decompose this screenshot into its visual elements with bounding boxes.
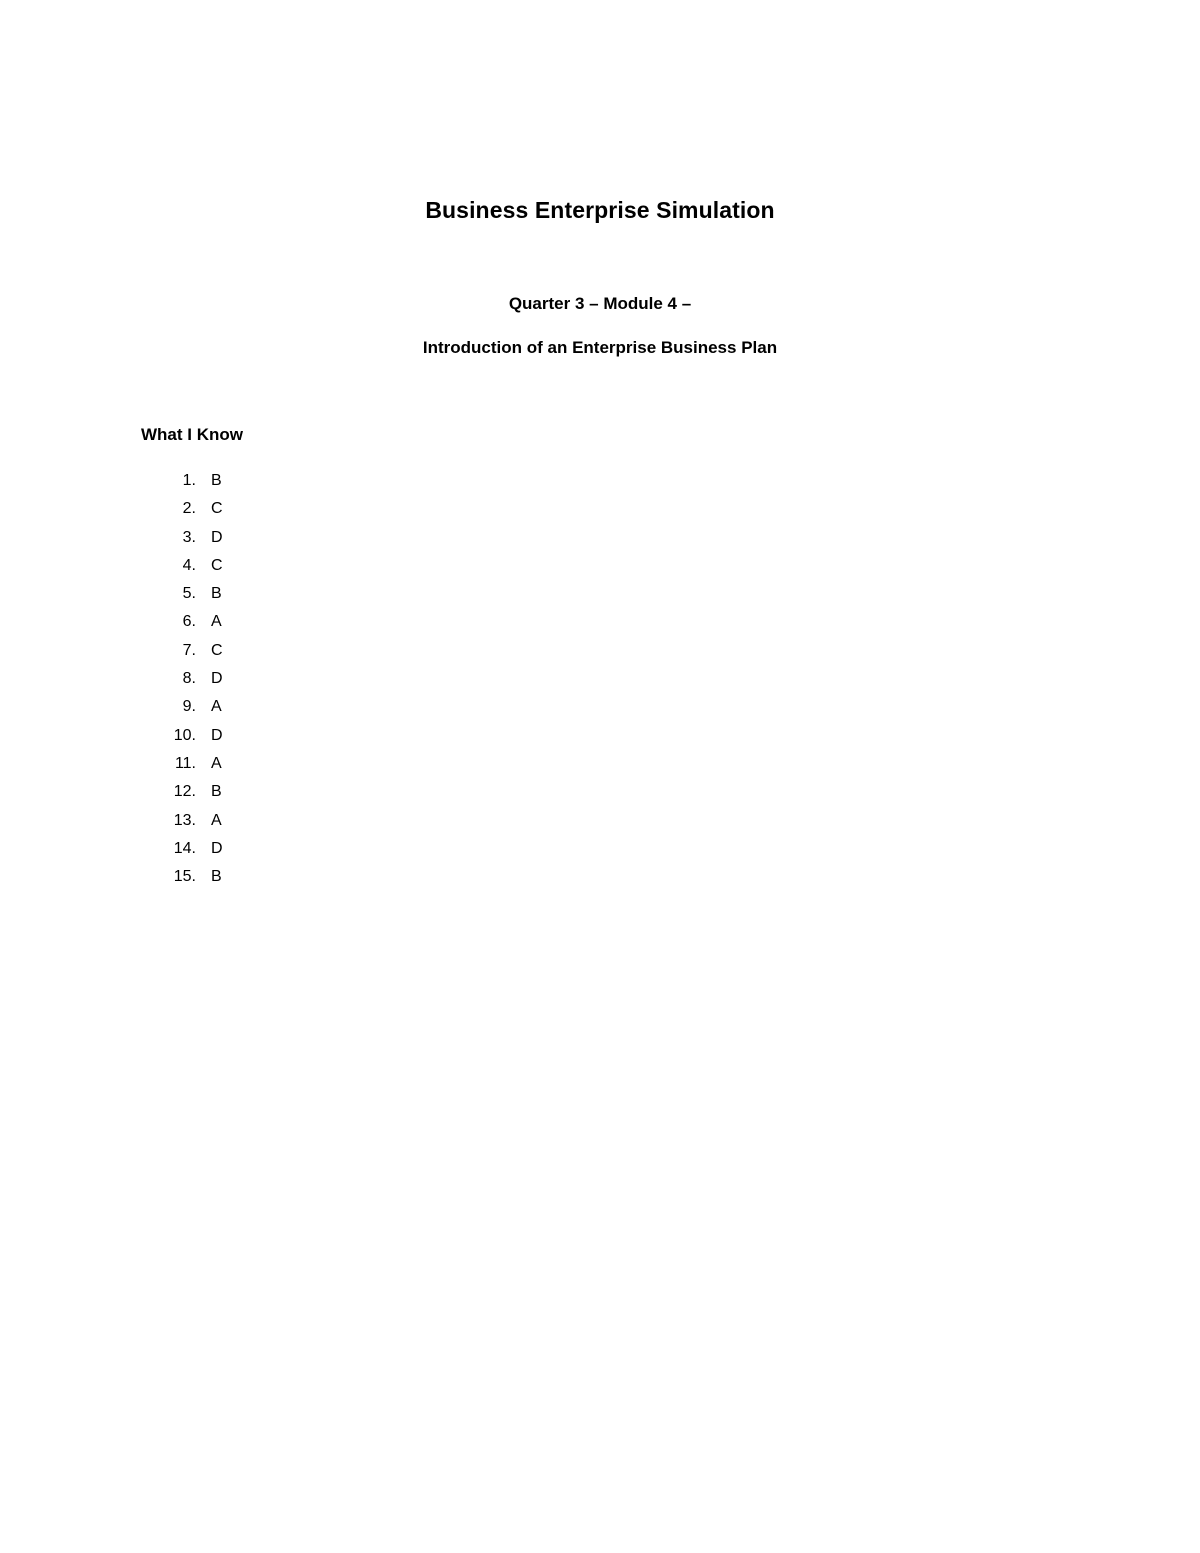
- item-answer: A: [211, 754, 222, 772]
- item-answer: D: [211, 528, 223, 546]
- item-number: 11.: [174, 754, 196, 772]
- item-answer: B: [211, 868, 222, 886]
- item-number: 4.: [182, 556, 196, 574]
- item-answer: B: [211, 585, 222, 603]
- item-number: 3.: [182, 528, 196, 546]
- section-heading: What I Know: [141, 425, 243, 444]
- item-answer: A: [211, 811, 222, 829]
- item-answer: A: [211, 613, 222, 631]
- item-number: 7.: [182, 641, 196, 659]
- item-number: 14.: [173, 839, 196, 857]
- item-answer: D: [211, 839, 223, 857]
- item-number: 1.: [182, 472, 196, 489]
- item-number: 12.: [173, 783, 196, 801]
- item-number: 5.: [182, 585, 196, 603]
- item-number: 13.: [173, 811, 196, 829]
- item-answer: C: [211, 500, 223, 518]
- item-answer: B: [211, 783, 222, 801]
- item-number: 9.: [182, 698, 196, 716]
- item-answer: C: [211, 641, 223, 659]
- item-number: 8.: [182, 670, 196, 688]
- document-title: Business Enterprise Simulation: [425, 197, 775, 223]
- item-answer: B: [211, 472, 222, 489]
- item-answer: C: [211, 556, 223, 574]
- item-number: 15.: [173, 868, 196, 886]
- module-subtitle: Quarter 3 – Module 4 –: [508, 294, 692, 313]
- item-answer: D: [211, 726, 223, 744]
- item-answer: A: [211, 698, 222, 716]
- lesson-subtitle: Introduction of an Enterprise Business Plan: [422, 338, 778, 357]
- item-answer: D: [211, 670, 223, 688]
- item-number: 6.: [182, 613, 196, 631]
- item-number: 2.: [182, 500, 196, 518]
- item-number: 10.: [173, 726, 196, 744]
